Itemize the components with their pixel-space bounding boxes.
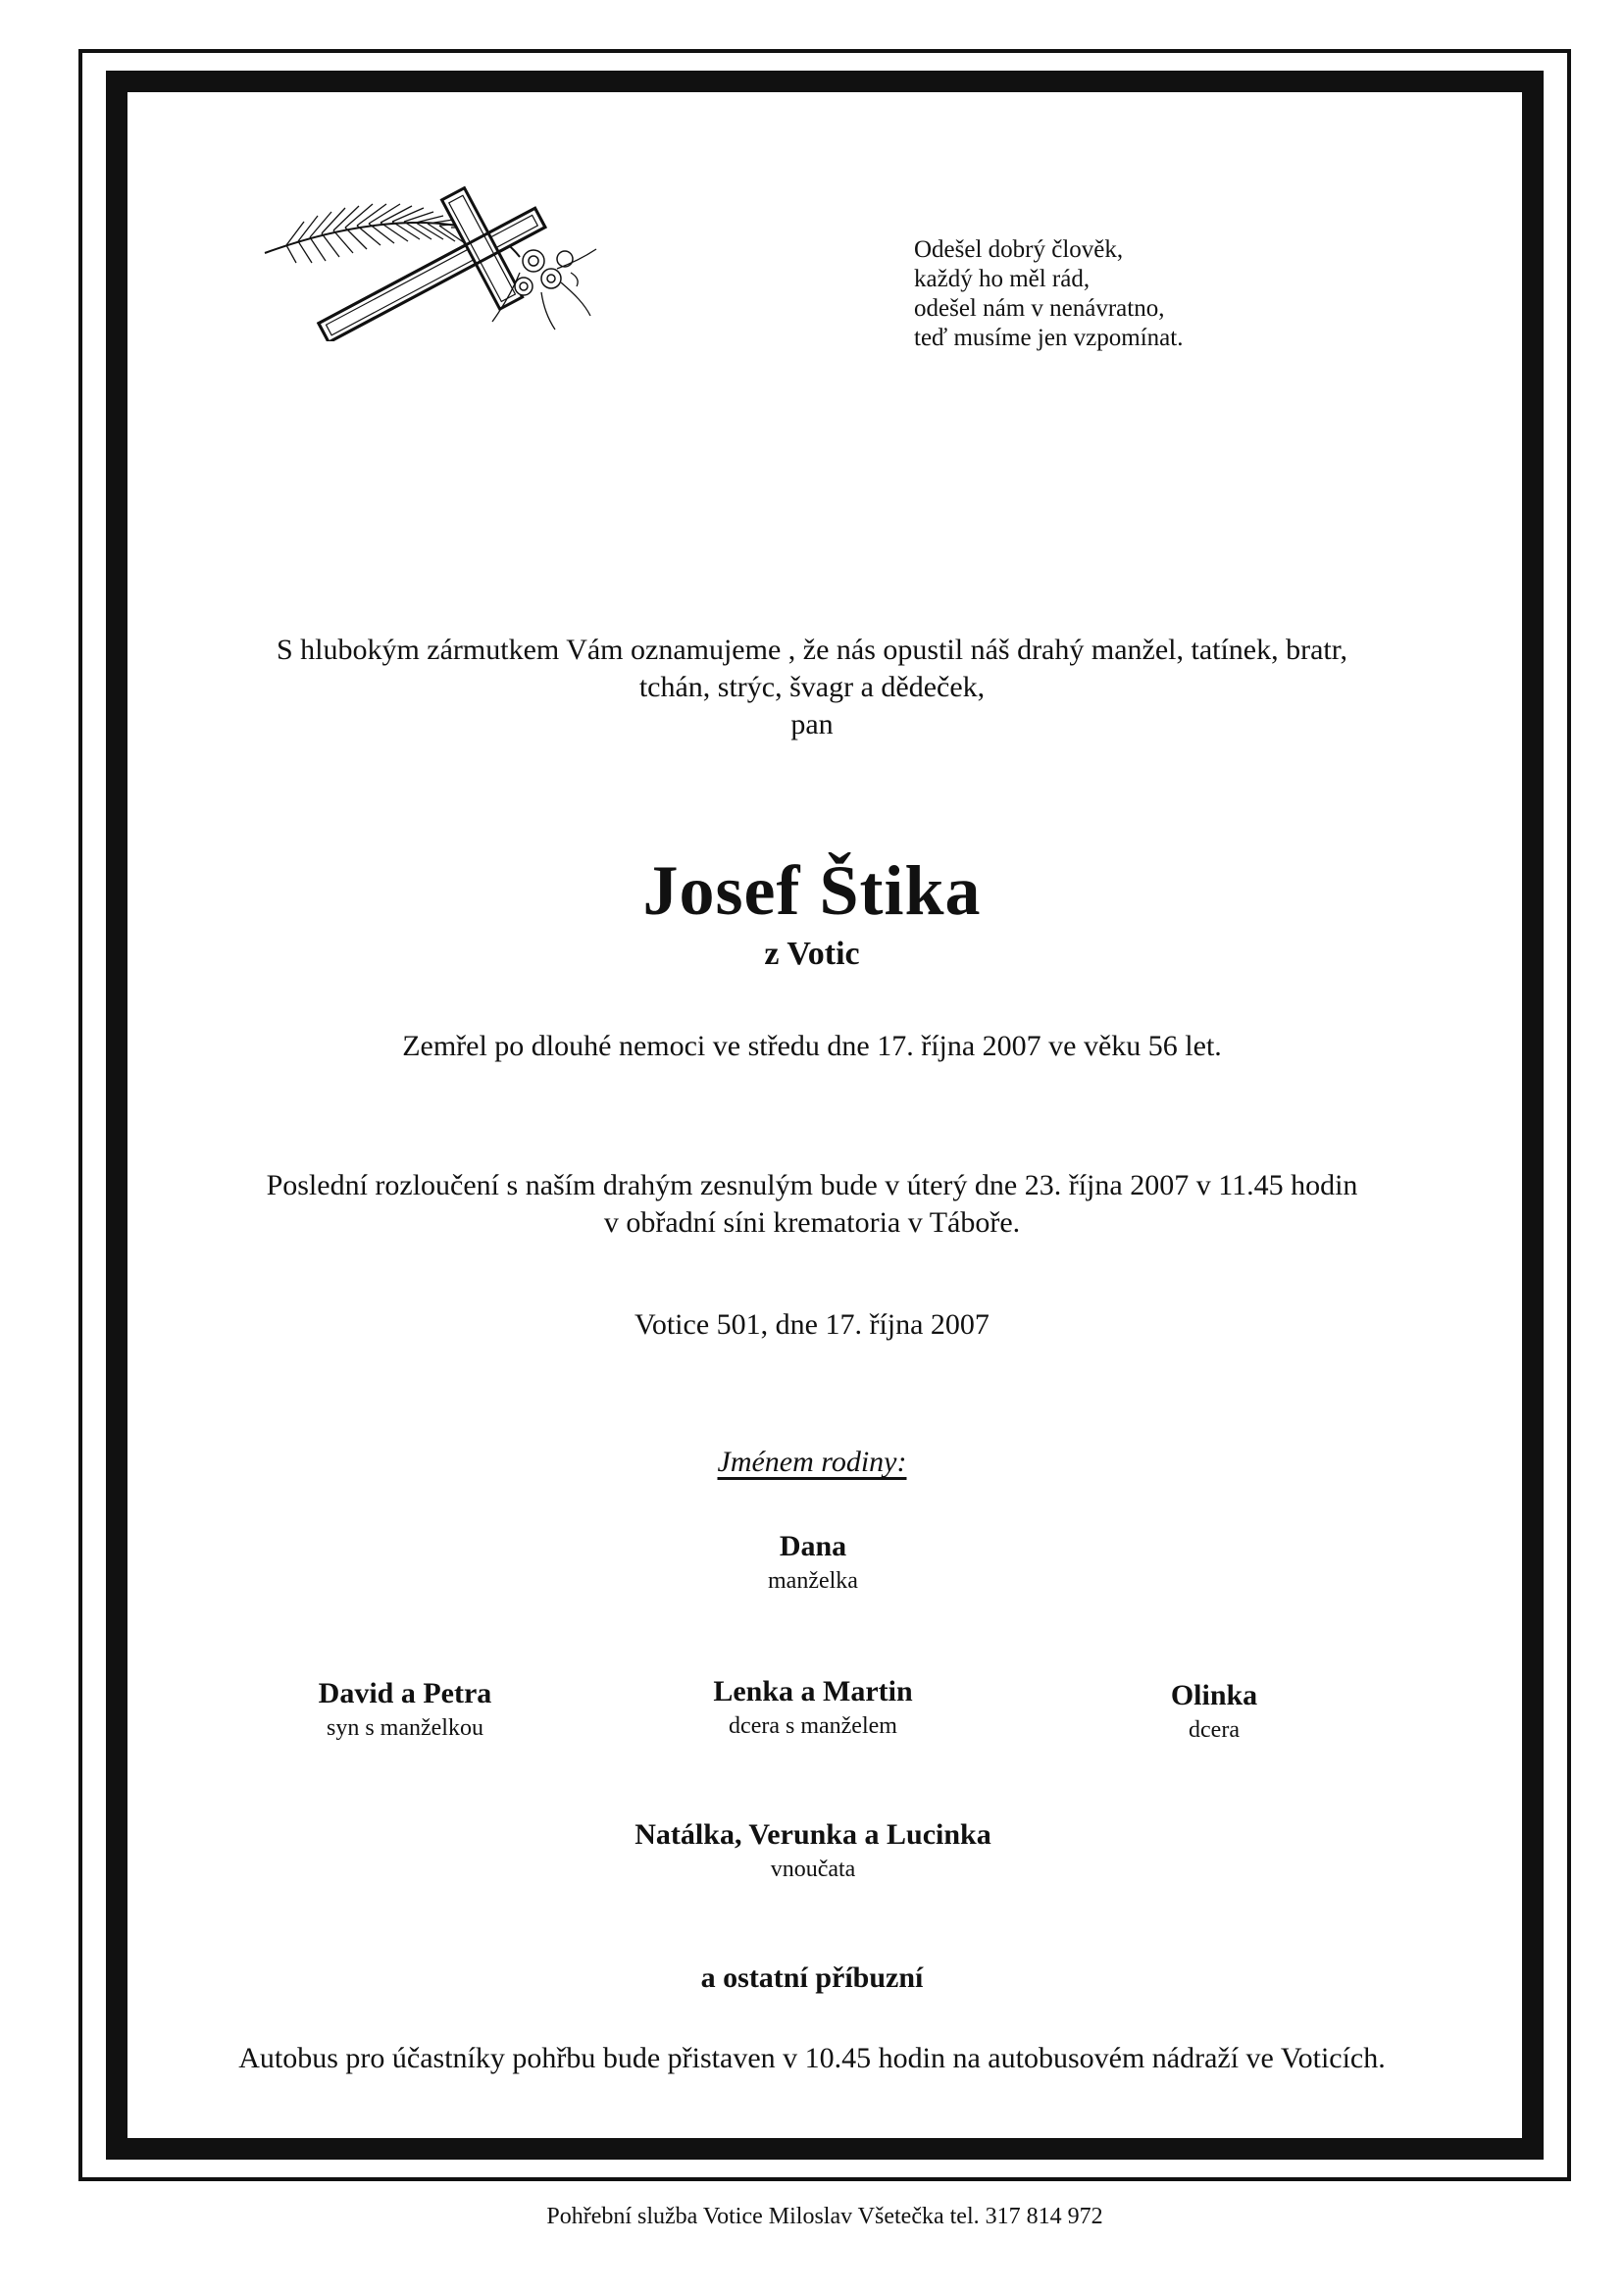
intro-line: tchán, strýc, švagr a dědeček,	[638, 671, 986, 703]
family-heading	[167, 1444, 1457, 1481]
member-relation: syn s manželkou	[327, 1715, 483, 1741]
member-relation: manželka	[768, 1568, 858, 1594]
memorial-poem	[914, 235, 1183, 353]
family-heading-text: Jménem rodiny:	[717, 1446, 907, 1478]
farewell-notice	[167, 1167, 1457, 1242]
deceased-origin: z Votic	[764, 936, 860, 972]
other-relatives: a ostatní příbuzní	[700, 1962, 924, 1994]
member-name: Dana	[779, 1530, 847, 1562]
poem-line: Odešel dobrý člověk,	[914, 236, 1124, 263]
family-member	[475, 1816, 1151, 1885]
announcement-intro	[167, 632, 1457, 743]
funeral-service-footer: Pohřební služba Votice Miloslav Všetečka tel. 317 814 972	[546, 2204, 1103, 2229]
member-name: Natálka, Verunka a Lucinka	[634, 1818, 991, 1851]
poem-line: odešel nám v nenávratno,	[914, 295, 1165, 322]
cross-with-palm-branch-icon	[257, 184, 630, 341]
intro-line: pan	[790, 708, 834, 740]
member-relation: dcera	[1189, 1717, 1240, 1743]
family-member	[622, 1673, 1004, 1742]
bus-notice: Autobus pro účastníky pohřbu bude přistaven v 10.45 hodin na autobusovém nádraží ve Voticích.	[238, 2042, 1386, 2074]
intro-line: S hlubokým zármutkem Vám oznamujeme , že nás opustil náš drahý manžel, tatínek, bratr,	[276, 634, 1348, 666]
member-name: David a Petra	[318, 1677, 492, 1709]
farewell-line: Poslední rozloučení s naším drahým zesnulým bude v úterý dne 23. října 2007 v 11.45 hodin	[266, 1169, 1358, 1201]
deceased-name: Josef Štika	[642, 851, 982, 930]
family-member	[622, 1528, 1004, 1597]
place-date: Votice 501, dne 17. října 2007	[634, 1308, 990, 1341]
poem-line: teď musíme jen vzpomínat.	[914, 325, 1184, 351]
member-relation: dcera s manželem	[729, 1713, 897, 1739]
family-member	[233, 1675, 577, 1744]
member-name: Olinka	[1170, 1679, 1258, 1711]
poem-line: každý ho měl rád,	[914, 266, 1091, 292]
farewell-line: v obřadní síni krematoria v Táboře.	[603, 1206, 1021, 1239]
member-relation: vnoučata	[770, 1857, 856, 1882]
death-notice: Zemřel po dlouhé nemoci ve středu dne 17. října 2007 ve věku 56 let.	[402, 1030, 1222, 1062]
family-member	[1038, 1677, 1391, 1746]
member-name: Lenka a Martin	[713, 1675, 913, 1707]
